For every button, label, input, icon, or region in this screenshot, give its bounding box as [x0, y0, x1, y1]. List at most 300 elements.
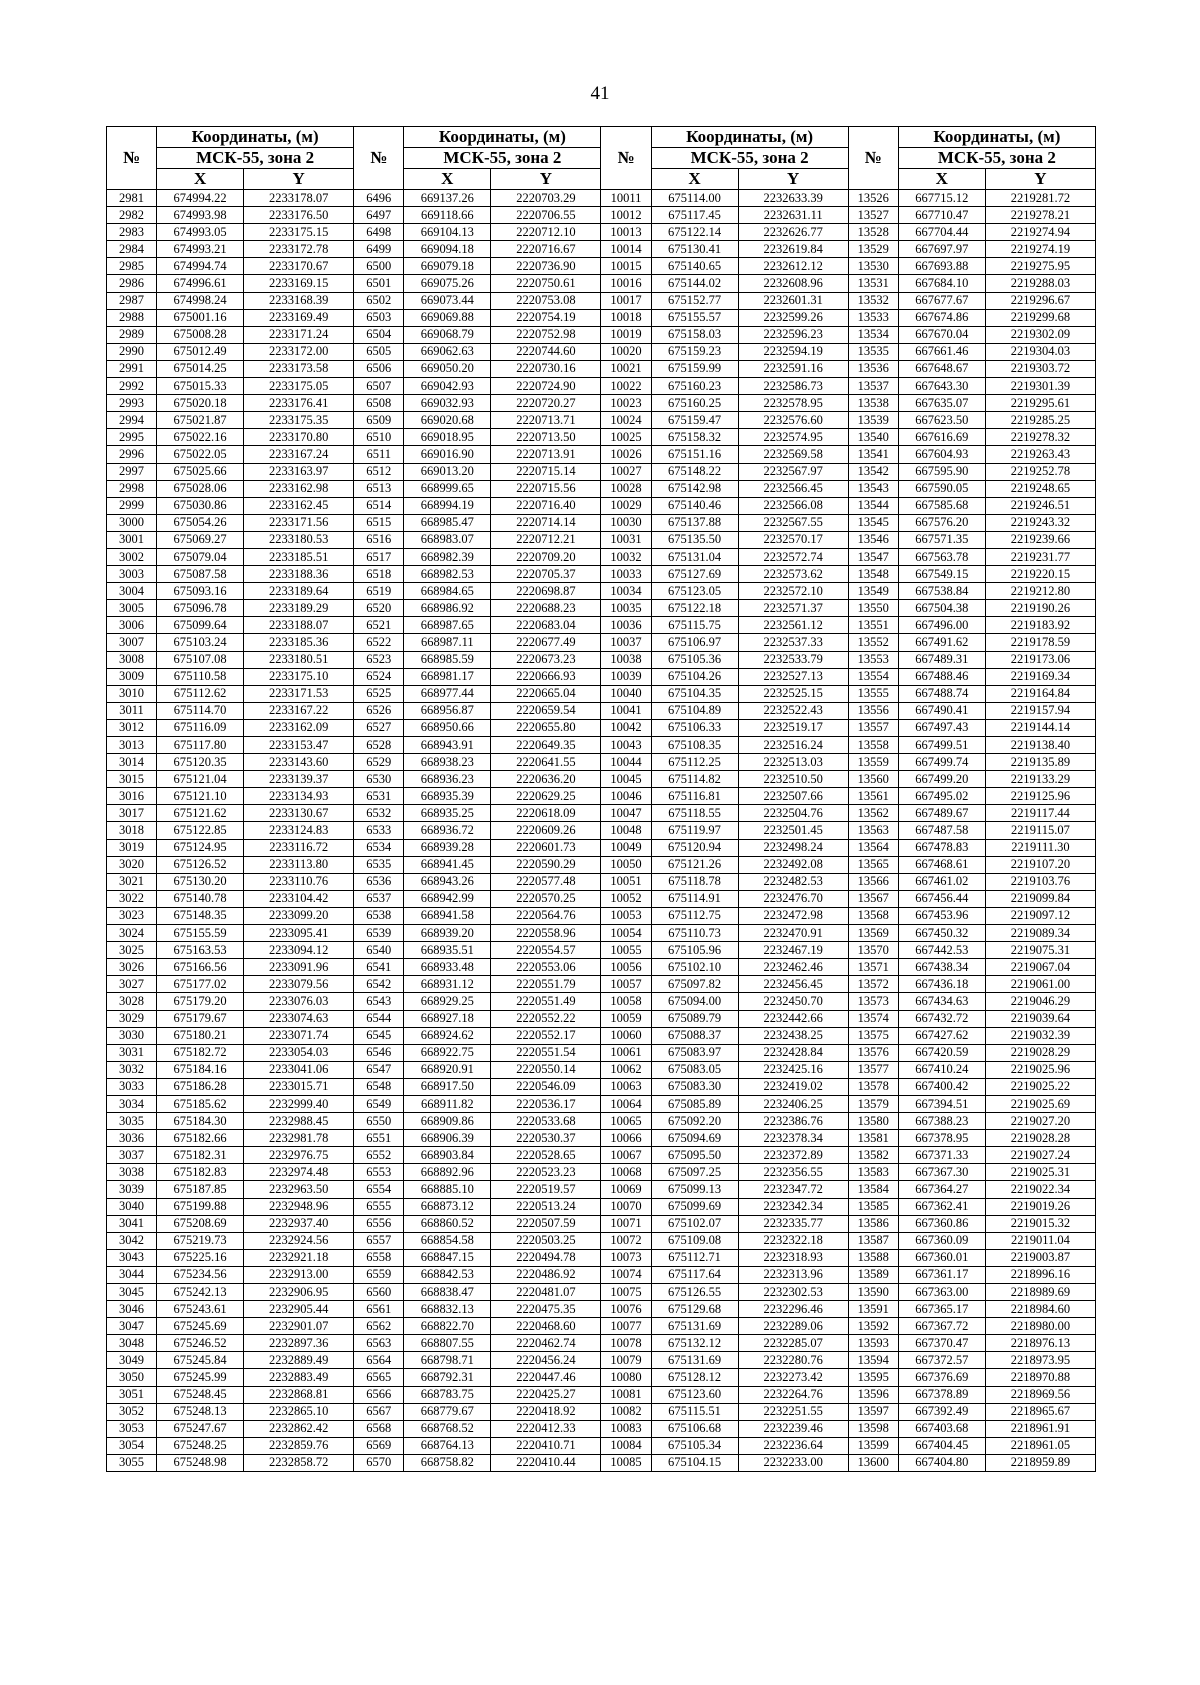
x-coordinate-cell: 668936.72: [404, 822, 491, 839]
x-coordinate-cell: 668986.92: [404, 600, 491, 617]
y-coordinate-cell: 2219135.89: [985, 754, 1095, 771]
point-number-cell: 3005: [107, 600, 157, 617]
y-coordinate-cell: 2232406.25: [738, 1095, 848, 1112]
y-coordinate-cell: 2232988.45: [244, 1113, 354, 1130]
point-number-cell: 10055: [601, 942, 651, 959]
x-coordinate-cell: 667436.18: [898, 976, 985, 993]
y-coordinate-cell: 2232576.60: [738, 412, 848, 429]
table-row: [107, 1369, 1096, 1386]
point-number-cell: 13528: [848, 224, 898, 241]
y-coordinate-cell: 2220462.74: [491, 1335, 601, 1352]
x-coordinate-cell: 667403.68: [898, 1420, 985, 1437]
y-coordinate-cell: 2232937.40: [244, 1215, 354, 1232]
x-coordinate-cell: 667360.09: [898, 1232, 985, 1249]
point-number-cell: 10068: [601, 1164, 651, 1181]
y-coordinate-cell: 2219274.94: [985, 224, 1095, 241]
x-coordinate-cell: 668941.58: [404, 907, 491, 924]
y-coordinate-cell: 2220720.27: [491, 395, 601, 412]
y-coordinate-cell: 2219299.68: [985, 309, 1095, 326]
point-number-cell: 13574: [848, 1010, 898, 1027]
x-coordinate-cell: 674996.61: [157, 275, 244, 292]
point-number-cell: 10065: [601, 1113, 651, 1130]
point-number-cell: 10027: [601, 463, 651, 480]
x-coordinate-cell: 668939.20: [404, 925, 491, 942]
table-row: [107, 1249, 1096, 1266]
point-number-cell: 10029: [601, 497, 651, 514]
y-coordinate-cell: 2232572.74: [738, 548, 848, 565]
y-coordinate-cell: 2232438.25: [738, 1027, 848, 1044]
x-coordinate-cell: 675185.62: [157, 1095, 244, 1112]
point-number-cell: 3027: [107, 976, 157, 993]
y-coordinate-cell: 2220716.67: [491, 241, 601, 258]
x-coordinate-cell: 675097.25: [651, 1164, 738, 1181]
y-coordinate-cell: 2232921.18: [244, 1249, 354, 1266]
y-coordinate-cell: 2232273.42: [738, 1369, 848, 1386]
x-coordinate-cell: 668982.39: [404, 548, 491, 565]
x-coordinate-cell: 668779.67: [404, 1403, 491, 1420]
y-coordinate-cell: 2232386.76: [738, 1113, 848, 1130]
table-row: [107, 839, 1096, 856]
point-number-cell: 10061: [601, 1044, 651, 1061]
x-coordinate-cell: 675140.78: [157, 890, 244, 907]
x-coordinate-cell: 668983.07: [404, 531, 491, 548]
point-number-cell: 13575: [848, 1027, 898, 1044]
point-number-cell: 10019: [601, 326, 651, 343]
x-coordinate-cell: 675182.66: [157, 1130, 244, 1147]
y-coordinate-cell: 2220507.59: [491, 1215, 601, 1232]
x-coordinate-cell: 667360.01: [898, 1249, 985, 1266]
x-coordinate-cell: 667670.04: [898, 326, 985, 343]
table-row: [107, 993, 1096, 1010]
table-row: [107, 1301, 1096, 1318]
y-coordinate-cell: 2232251.55: [738, 1403, 848, 1420]
point-number-cell: 2990: [107, 343, 157, 360]
y-coordinate-cell: 2233074.63: [244, 1010, 354, 1027]
y-coordinate-cell: 2232567.55: [738, 514, 848, 531]
table-row: [107, 548, 1096, 565]
y-coordinate-cell: 2220533.68: [491, 1113, 601, 1130]
point-number-cell: 3032: [107, 1061, 157, 1078]
point-number-cell: 3021: [107, 873, 157, 890]
x-coordinate-cell: 668929.25: [404, 993, 491, 1010]
x-coordinate-cell: 675148.35: [157, 907, 244, 924]
point-number-cell: 6556: [354, 1215, 404, 1232]
y-coordinate-cell: 2219061.00: [985, 976, 1095, 993]
x-coordinate-cell: 667576.20: [898, 514, 985, 531]
y-coordinate-cell: 2232619.84: [738, 241, 848, 258]
x-coordinate-cell: 668956.87: [404, 702, 491, 719]
y-coordinate-cell: 2219025.69: [985, 1095, 1095, 1112]
point-number-cell: 10066: [601, 1130, 651, 1147]
y-coordinate-cell: 2232236.64: [738, 1437, 848, 1454]
point-number-cell: 10051: [601, 873, 651, 890]
y-coordinate-cell: 2220713.50: [491, 429, 601, 446]
y-coordinate-cell: 2219107.20: [985, 856, 1095, 873]
y-coordinate-cell: 2220418.92: [491, 1403, 601, 1420]
y-coordinate-cell: 2232313.96: [738, 1266, 848, 1283]
x-coordinate-cell: 675158.03: [651, 326, 738, 343]
y-coordinate-cell: 2233169.15: [244, 275, 354, 292]
point-number-cell: 2984: [107, 241, 157, 258]
y-coordinate-cell: 2232596.23: [738, 326, 848, 343]
y-coordinate-cell: 2219019.26: [985, 1198, 1095, 1215]
y-coordinate-cell: 2233162.98: [244, 480, 354, 497]
y-coordinate-cell: 2219022.34: [985, 1181, 1095, 1198]
x-coordinate-cell: 675022.05: [157, 446, 244, 463]
table-row: [107, 583, 1096, 600]
point-number-cell: 6542: [354, 976, 404, 993]
table-row: [107, 1147, 1096, 1164]
point-number-cell: 10049: [601, 839, 651, 856]
point-number-cell: 6515: [354, 514, 404, 531]
point-number-cell: 10026: [601, 446, 651, 463]
y-coordinate-cell: 2220698.87: [491, 583, 601, 600]
x-coordinate-cell: 675122.14: [651, 224, 738, 241]
point-number-cell: 10064: [601, 1095, 651, 1112]
x-coordinate-cell: 667453.96: [898, 907, 985, 924]
x-coordinate-cell: 668768.52: [404, 1420, 491, 1437]
y-coordinate-cell: 2233175.35: [244, 412, 354, 429]
point-number-cell: 6520: [354, 600, 404, 617]
table-row: [107, 1284, 1096, 1301]
point-number-cell: 13529: [848, 241, 898, 258]
x-coordinate-cell: 669018.95: [404, 429, 491, 446]
point-number-cell: 13559: [848, 754, 898, 771]
y-coordinate-cell: 2232561.12: [738, 617, 848, 634]
y-coordinate-cell: 2219178.59: [985, 634, 1095, 651]
table-row: [107, 719, 1096, 736]
point-number-cell: 13561: [848, 788, 898, 805]
x-coordinate-cell: 675020.18: [157, 395, 244, 412]
point-number-cell: 10070: [601, 1198, 651, 1215]
y-coordinate-cell: 2232522.43: [738, 702, 848, 719]
y-coordinate-cell: 2232976.75: [244, 1147, 354, 1164]
y-coordinate-cell: 2220683.04: [491, 617, 601, 634]
x-coordinate-cell: 668987.65: [404, 617, 491, 634]
x-coordinate-cell: 675104.26: [651, 668, 738, 685]
y-coordinate-cell: 2219246.51: [985, 497, 1095, 514]
point-number-cell: 13533: [848, 309, 898, 326]
table-row: [107, 207, 1096, 224]
point-number-cell: 6540: [354, 942, 404, 959]
y-coordinate-cell: 2232280.76: [738, 1352, 848, 1369]
y-coordinate-cell: 2232963.50: [244, 1181, 354, 1198]
y-coordinate-cell: 2219275.95: [985, 258, 1095, 275]
y-coordinate-cell: 2219032.39: [985, 1027, 1095, 1044]
point-number-cell: 6526: [354, 702, 404, 719]
coord-system-header: МСК-55, зона 2: [404, 148, 601, 169]
point-number-cell: 10034: [601, 583, 651, 600]
y-coordinate-cell: 2233167.24: [244, 446, 354, 463]
y-coordinate-cell: 2220712.10: [491, 224, 601, 241]
y-coordinate-cell: 2232527.13: [738, 668, 848, 685]
point-number-cell: 13565: [848, 856, 898, 873]
table-row: [107, 1061, 1096, 1078]
point-number-cell: 13544: [848, 497, 898, 514]
table-row: [107, 412, 1096, 429]
x-coordinate-cell: 675248.25: [157, 1437, 244, 1454]
x-coordinate-cell: 675099.64: [157, 617, 244, 634]
x-coordinate-cell: 675225.16: [157, 1249, 244, 1266]
point-number-cell: 10025: [601, 429, 651, 446]
x-coordinate-cell: 668935.25: [404, 805, 491, 822]
table-row: [107, 258, 1096, 275]
x-coordinate-cell: 667400.42: [898, 1078, 985, 1095]
y-coordinate-cell: 2233015.71: [244, 1078, 354, 1095]
x-coordinate-cell: 675159.47: [651, 412, 738, 429]
point-number-cell: 10024: [601, 412, 651, 429]
point-number-cell: 3022: [107, 890, 157, 907]
x-coordinate-cell: 668984.65: [404, 583, 491, 600]
point-number-cell: 10038: [601, 651, 651, 668]
point-number-cell: 10042: [601, 719, 651, 736]
point-number-cell: 6531: [354, 788, 404, 805]
y-coordinate-cell: 2220577.48: [491, 873, 601, 890]
point-number-cell: 6541: [354, 959, 404, 976]
point-number-cell: 13541: [848, 446, 898, 463]
x-coordinate-cell: 667376.69: [898, 1369, 985, 1386]
x-coordinate-cell: 668927.18: [404, 1010, 491, 1027]
point-number-cell: 6522: [354, 634, 404, 651]
point-number-cell: 10045: [601, 771, 651, 788]
y-coordinate-cell: 2220503.25: [491, 1232, 601, 1249]
y-coordinate-cell: 2232335.77: [738, 1215, 848, 1232]
y-coordinate-cell: 2220590.29: [491, 856, 601, 873]
x-coordinate-cell: 675182.83: [157, 1164, 244, 1181]
number-column-header: №: [107, 127, 157, 190]
point-number-cell: 6498: [354, 224, 404, 241]
point-number-cell: 13555: [848, 685, 898, 702]
x-coordinate-cell: 669118.66: [404, 207, 491, 224]
x-coordinate-cell: 669137.26: [404, 190, 491, 207]
x-coordinate-cell: 675116.09: [157, 719, 244, 736]
y-coordinate-cell: 2218976.13: [985, 1335, 1095, 1352]
y-coordinate-cell: 2233054.03: [244, 1044, 354, 1061]
point-number-cell: 3006: [107, 617, 157, 634]
x-coordinate-cell: 675008.28: [157, 326, 244, 343]
x-coordinate-cell: 668798.71: [404, 1352, 491, 1369]
y-coordinate-cell: 2220570.25: [491, 890, 601, 907]
point-number-cell: 10028: [601, 480, 651, 497]
x-coordinate-cell: 667693.88: [898, 258, 985, 275]
table-row: [107, 651, 1096, 668]
y-coordinate-cell: 2220553.06: [491, 959, 601, 976]
x-coordinate-cell: 675246.52: [157, 1335, 244, 1352]
y-coordinate-cell: 2232566.08: [738, 497, 848, 514]
x-coordinate-cell: 675069.27: [157, 531, 244, 548]
point-number-cell: 10036: [601, 617, 651, 634]
point-number-cell: 6563: [354, 1335, 404, 1352]
y-coordinate-cell: 2219138.40: [985, 737, 1095, 754]
x-coordinate-cell: 668911.82: [404, 1095, 491, 1112]
x-coordinate-cell: 669094.18: [404, 241, 491, 258]
point-number-cell: 10084: [601, 1437, 651, 1454]
x-coordinate-cell: 669016.90: [404, 446, 491, 463]
point-number-cell: 10043: [601, 737, 651, 754]
x-coordinate-cell: 667489.31: [898, 651, 985, 668]
y-coordinate-cell: 2232289.06: [738, 1318, 848, 1335]
x-coordinate-cell: 675112.75: [651, 907, 738, 924]
x-coordinate-cell: 675014.25: [157, 360, 244, 377]
point-number-cell: 3046: [107, 1301, 157, 1318]
point-number-cell: 3011: [107, 702, 157, 719]
point-number-cell: 13548: [848, 566, 898, 583]
x-coordinate-cell: 667432.72: [898, 1010, 985, 1027]
y-coordinate-cell: 2233176.50: [244, 207, 354, 224]
point-number-cell: 3007: [107, 634, 157, 651]
point-number-cell: 3026: [107, 959, 157, 976]
point-number-cell: 3034: [107, 1095, 157, 1112]
y-coordinate-cell: 2233079.56: [244, 976, 354, 993]
y-coordinate-cell: 2219027.24: [985, 1147, 1095, 1164]
x-coordinate-cell: 675187.85: [157, 1181, 244, 1198]
point-number-cell: 10047: [601, 805, 651, 822]
table-row: [107, 890, 1096, 907]
y-coordinate-cell: 2219099.84: [985, 890, 1095, 907]
x-coordinate-cell: 675001.16: [157, 309, 244, 326]
point-number-cell: 10040: [601, 685, 651, 702]
x-coordinate-cell: 675107.08: [157, 651, 244, 668]
point-number-cell: 13573: [848, 993, 898, 1010]
point-number-cell: 10058: [601, 993, 651, 1010]
y-coordinate-cell: 2233178.07: [244, 190, 354, 207]
x-coordinate-cell: 667362.41: [898, 1198, 985, 1215]
x-coordinate-cell: 667442.53: [898, 942, 985, 959]
table-row: [107, 275, 1096, 292]
y-coordinate-cell: 2232537.33: [738, 634, 848, 651]
y-coordinate-cell: 2232566.45: [738, 480, 848, 497]
y-coordinate-cell: 2218984.60: [985, 1301, 1095, 1318]
y-coordinate-cell: 2219295.61: [985, 395, 1095, 412]
point-number-cell: 13563: [848, 822, 898, 839]
table-row: [107, 309, 1096, 326]
table-row: [107, 1454, 1096, 1471]
x-coordinate-cell: 675199.88: [157, 1198, 244, 1215]
y-coordinate-cell: 2218989.69: [985, 1284, 1095, 1301]
x-coordinate-cell: 667490.41: [898, 702, 985, 719]
y-coordinate-cell: 2220715.14: [491, 463, 601, 480]
y-coordinate-cell: 2220554.57: [491, 942, 601, 959]
point-number-cell: 13546: [848, 531, 898, 548]
y-coordinate-cell: 2219304.03: [985, 343, 1095, 360]
y-coordinate-cell: 2232372.89: [738, 1147, 848, 1164]
x-coordinate-cell: 668994.19: [404, 497, 491, 514]
y-coordinate-cell: 2218961.91: [985, 1420, 1095, 1437]
point-number-cell: 3029: [107, 1010, 157, 1027]
point-number-cell: 6544: [354, 1010, 404, 1027]
y-coordinate-cell: 2232859.76: [244, 1437, 354, 1454]
y-coordinate-cell: 2220564.76: [491, 907, 601, 924]
point-number-cell: 13568: [848, 907, 898, 924]
point-number-cell: 6524: [354, 668, 404, 685]
coords-title-header: Координаты, (м): [404, 127, 601, 148]
table-row: [107, 395, 1096, 412]
y-coordinate-cell: 2232462.46: [738, 959, 848, 976]
point-number-cell: 13560: [848, 771, 898, 788]
x-coordinate-cell: 675245.99: [157, 1369, 244, 1386]
point-number-cell: 10074: [601, 1266, 651, 1283]
y-coordinate-cell: 2233099.20: [244, 907, 354, 924]
y-coordinate-cell: 2220629.25: [491, 788, 601, 805]
x-coordinate-cell: 675130.20: [157, 873, 244, 890]
y-coordinate-cell: 2220677.49: [491, 634, 601, 651]
x-coordinate-cell: 668903.84: [404, 1147, 491, 1164]
y-coordinate-cell: 2232504.76: [738, 805, 848, 822]
x-coordinate-cell: 667364.27: [898, 1181, 985, 1198]
point-number-cell: 10083: [601, 1420, 651, 1437]
x-coordinate-cell: 675123.60: [651, 1386, 738, 1403]
x-coordinate-cell: 675085.89: [651, 1095, 738, 1112]
page-number: 41: [590, 83, 610, 104]
y-coordinate-cell: 2232906.95: [244, 1284, 354, 1301]
point-number-cell: 6533: [354, 822, 404, 839]
x-coordinate-cell: 675128.12: [651, 1369, 738, 1386]
x-coordinate-cell: 667497.43: [898, 719, 985, 736]
y-coordinate-cell: 2232569.58: [738, 446, 848, 463]
y-coordinate-cell: 2233171.56: [244, 514, 354, 531]
point-number-cell: 6549: [354, 1095, 404, 1112]
point-number-cell: 2996: [107, 446, 157, 463]
y-coordinate-cell: 2232264.76: [738, 1386, 848, 1403]
table-row: [107, 634, 1096, 651]
table-row: [107, 497, 1096, 514]
point-number-cell: 10052: [601, 890, 651, 907]
y-coordinate-cell: 2233163.97: [244, 463, 354, 480]
table-row: [107, 771, 1096, 788]
point-number-cell: 6535: [354, 856, 404, 873]
x-coordinate-cell: 675104.89: [651, 702, 738, 719]
y-coordinate-cell: 2233185.51: [244, 548, 354, 565]
point-number-cell: 2991: [107, 360, 157, 377]
y-coordinate-cell: 2220447.46: [491, 1369, 601, 1386]
point-number-cell: 10072: [601, 1232, 651, 1249]
table-header: [107, 127, 1096, 190]
x-coordinate-cell: 668842.53: [404, 1266, 491, 1283]
y-coordinate-cell: 2220550.14: [491, 1061, 601, 1078]
point-number-cell: 3049: [107, 1352, 157, 1369]
y-coordinate-cell: 2220641.55: [491, 754, 601, 771]
table-row: [107, 959, 1096, 976]
y-coordinate-cell: 2232507.66: [738, 788, 848, 805]
point-number-cell: 10021: [601, 360, 651, 377]
y-coordinate-cell: 2218969.56: [985, 1386, 1095, 1403]
x-coordinate-cell: 667504.38: [898, 600, 985, 617]
x-coordinate-cell: 675121.26: [651, 856, 738, 873]
x-coordinate-cell: 675103.24: [157, 634, 244, 651]
x-coordinate-cell: 667434.63: [898, 993, 985, 1010]
point-number-cell: 13535: [848, 343, 898, 360]
point-number-cell: 6537: [354, 890, 404, 907]
x-coordinate-cell: 675105.36: [651, 651, 738, 668]
y-coordinate-cell: 2220715.56: [491, 480, 601, 497]
x-coordinate-cell: 675099.69: [651, 1198, 738, 1215]
point-number-cell: 10020: [601, 343, 651, 360]
y-coordinate-cell: 2219015.32: [985, 1215, 1095, 1232]
y-coordinate-cell: 2220655.80: [491, 719, 601, 736]
y-coordinate-cell: 2232519.17: [738, 719, 848, 736]
point-number-cell: 2988: [107, 309, 157, 326]
y-coordinate-cell: 2232419.02: [738, 1078, 848, 1095]
point-number-cell: 6534: [354, 839, 404, 856]
table-row: [107, 907, 1096, 924]
point-number-cell: 10078: [601, 1335, 651, 1352]
point-number-cell: 6508: [354, 395, 404, 412]
y-coordinate-cell: 2219025.31: [985, 1164, 1095, 1181]
x-coordinate-cell: 675245.69: [157, 1318, 244, 1335]
table-row: [107, 1027, 1096, 1044]
y-coordinate-cell: 2220618.09: [491, 805, 601, 822]
x-coordinate-cell: 675118.78: [651, 873, 738, 890]
